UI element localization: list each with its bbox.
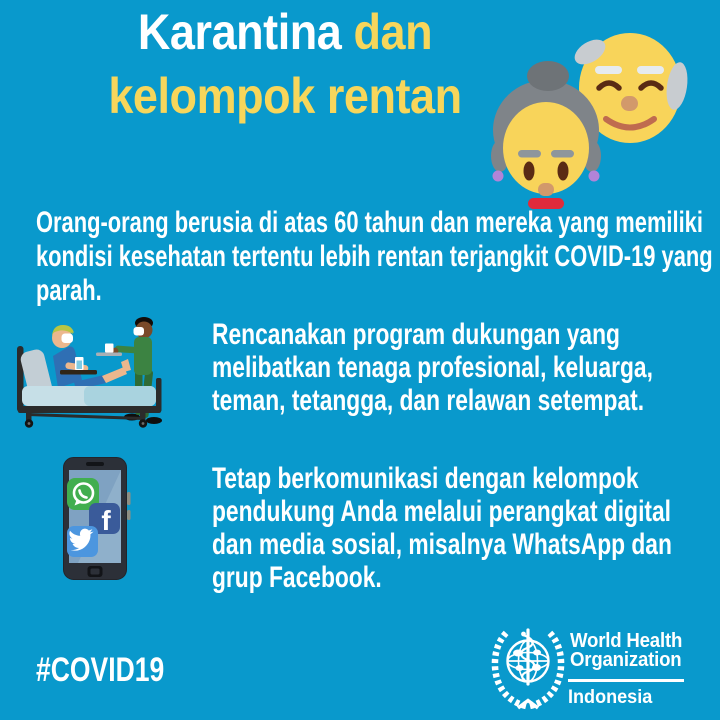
title-word-karantina: Karantina: [137, 4, 342, 60]
support-line: Rencanakan program dukungan yang: [212, 318, 620, 351]
support-line: teman, tetangga, dan relawan setempat.: [212, 384, 645, 417]
title-word-dan: [341, 4, 353, 60]
who-country-label: Indonesia: [568, 687, 653, 708]
intro-line: Orang-orang berusia di atas 60 tahun dan mereka yang memiliki: [36, 206, 703, 239]
support-line: melibatkan tenaga profesional, keluarga,: [212, 351, 653, 384]
digital-line: pendukung Anda melalui perangkat digital: [212, 495, 672, 528]
who-emblem-icon: [489, 623, 567, 711]
phone-side-button: [127, 510, 131, 520]
title-line-1: Karantina dan: [137, 4, 433, 60]
who-logo-text: [570, 632, 691, 669]
who-name-line-2: Organization: [570, 648, 682, 671]
svg-text:f: f: [101, 505, 111, 536]
patient-bed-illustration: [12, 310, 197, 428]
who-name-line-1: World Health: [570, 630, 683, 652]
support-paragraph: [212, 318, 720, 417]
intro-paragraph: [36, 206, 720, 308]
intro-line: parah.: [36, 274, 102, 307]
who-logo-divider: [568, 679, 684, 682]
smartphone-illustration: [62, 456, 134, 584]
patient-figure: [52, 325, 131, 390]
digital-line: Tetap berkomunikasi dengan kelompok: [212, 462, 639, 495]
digital-line: grup Facebook.: [212, 561, 382, 594]
elderly-couple-icon: [478, 24, 700, 210]
phone-speaker: [86, 462, 104, 466]
title-line-2: kelompok rentan: [108, 68, 462, 124]
covid19-hashtag: #COVID19: [36, 651, 165, 689]
intro-line: kondisi kesehatan tertentu lebih rentan terjangkit COVID-19 yang: [36, 240, 713, 273]
twitter-icon: [67, 526, 98, 557]
digital-paragraph: [212, 462, 720, 594]
digital-line: dan media sosial, misalnya WhatsApp dan: [212, 528, 672, 561]
phone-side-button: [127, 492, 131, 505]
